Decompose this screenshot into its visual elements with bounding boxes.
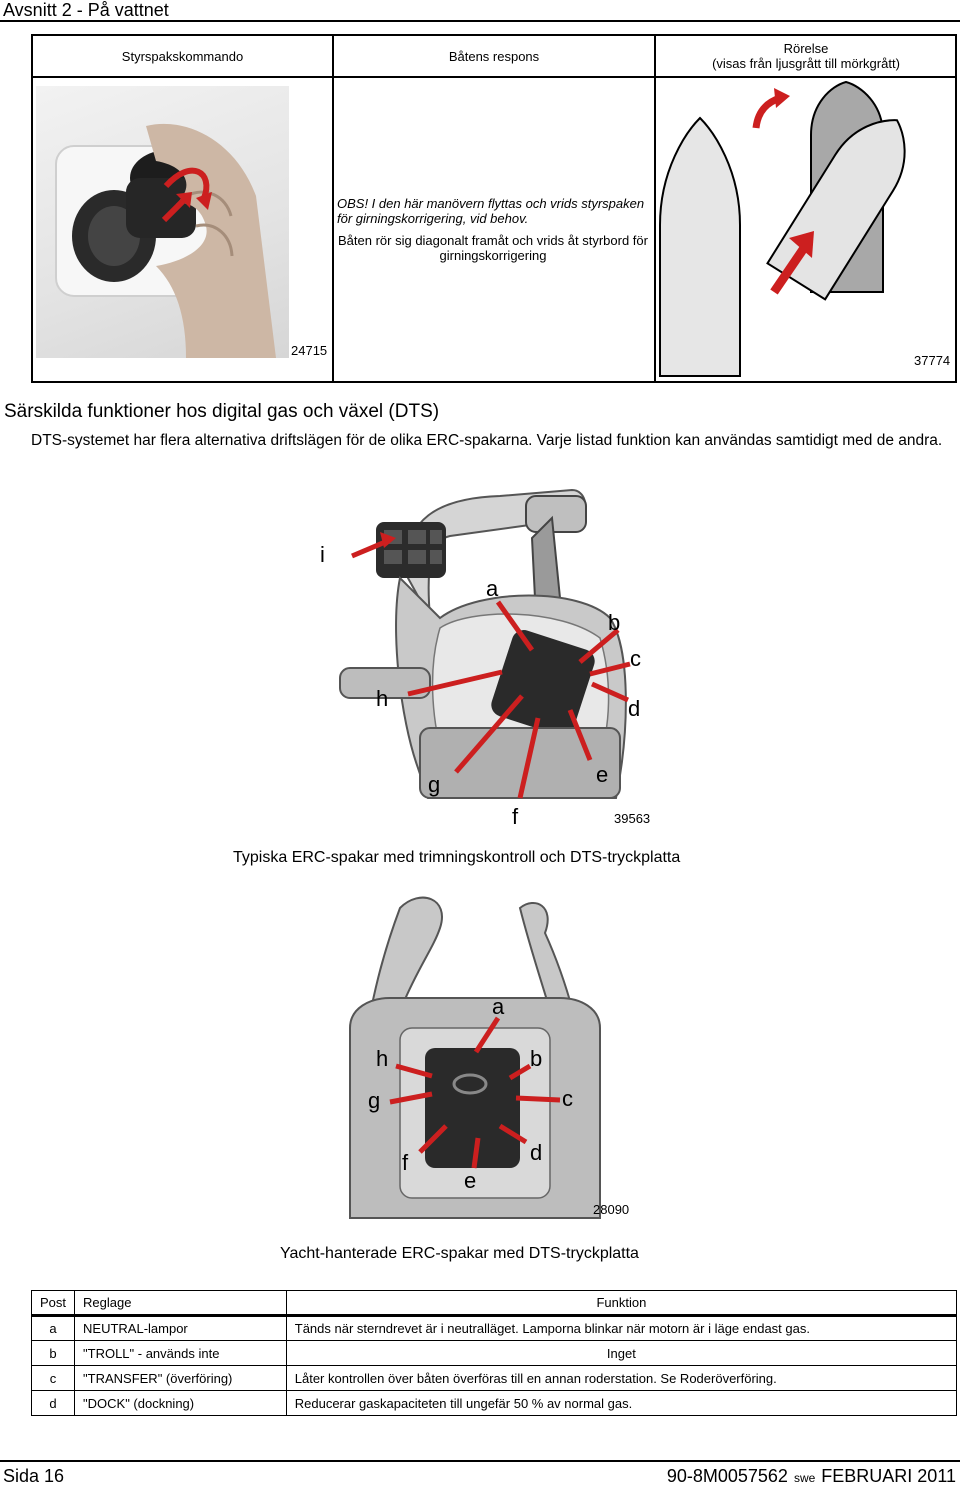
footer-rule bbox=[0, 1460, 960, 1462]
section-heading: Särskilda funktioner hos digital gas och växel (DTS) bbox=[4, 401, 440, 422]
header-motion-line1: Rörelse bbox=[783, 41, 829, 56]
callout-d: d bbox=[530, 1140, 543, 1165]
callout-d: d bbox=[628, 696, 641, 721]
header-control: Reglage bbox=[75, 1291, 287, 1316]
row-function: Tänds när sterndrevet är i neutralläget. Lamporna blinkar när motorn är i läge endast gas. bbox=[286, 1316, 956, 1341]
doc-date: FEBRUARI 2011 bbox=[821, 1466, 956, 1485]
callout-c: c bbox=[562, 1086, 573, 1111]
maneuver-note: OBS! I den här manövern flyttas och vrids styrspaken för girningskorrigering, vid behov. bbox=[337, 196, 645, 226]
doc-number: 90-8M0057562 bbox=[666, 1466, 788, 1485]
header-motion-line2: (visas från ljusgrått till mörkgrått) bbox=[712, 56, 900, 71]
row-function: Reducerar gaskapaciteten till ungefär 50 % av normal gas. bbox=[286, 1391, 956, 1416]
table-row bbox=[32, 1366, 957, 1391]
row-control: "TROLL" - används inte bbox=[75, 1341, 287, 1366]
header-response: Båtens respons bbox=[448, 48, 540, 64]
row-control: "TRANSFER" (överföring) bbox=[75, 1366, 287, 1391]
row-function: Inget bbox=[286, 1341, 956, 1366]
boat-motion-diagram bbox=[656, 80, 956, 380]
callout-h: h bbox=[376, 1046, 389, 1071]
boat-start-shape bbox=[660, 118, 740, 376]
row-post: c bbox=[32, 1366, 75, 1391]
column-divider bbox=[332, 36, 334, 381]
footer-info bbox=[667, 1466, 956, 1485]
header-command: Styrspakskommando bbox=[121, 48, 244, 64]
row-post: b bbox=[32, 1341, 75, 1366]
callout-g: g bbox=[368, 1088, 381, 1113]
callout-b: b bbox=[608, 610, 621, 635]
callout-f: f bbox=[512, 804, 519, 829]
figure1-caption: Typiska ERC-spakar med trimningskontroll och DTS-tryckplatta bbox=[233, 849, 681, 866]
erc-lever-figure bbox=[300, 478, 680, 838]
page-number: Sida 16 bbox=[3, 1466, 65, 1485]
header-function: Funktion bbox=[286, 1291, 956, 1316]
row-control: "DOCK" (dockning) bbox=[75, 1391, 287, 1416]
table-row bbox=[32, 1316, 957, 1341]
table-row bbox=[32, 1391, 957, 1416]
diagram-number: 37774 bbox=[914, 353, 951, 368]
callout-c: c bbox=[630, 646, 641, 671]
section-title: Avsnitt 2 - På vattnet bbox=[3, 0, 169, 20]
callout-e: e bbox=[464, 1168, 477, 1193]
figure1-number: 39563 bbox=[614, 811, 651, 826]
yacht-erc-figure bbox=[330, 888, 620, 1228]
table-row bbox=[32, 1341, 957, 1366]
callout-b: b bbox=[530, 1046, 543, 1071]
callout-g: g bbox=[428, 772, 441, 797]
callout-e: e bbox=[596, 762, 609, 787]
callout-a: a bbox=[486, 576, 499, 601]
header-post: Post bbox=[32, 1291, 75, 1316]
language-code: swe bbox=[793, 1471, 816, 1485]
callout-h: h bbox=[376, 686, 389, 711]
figure2-number: 28090 bbox=[593, 1202, 630, 1217]
callout-i: i bbox=[320, 542, 325, 567]
row-function: Låter kontrollen över båten överföras till en annan roderstation. Se Roderöverföring. bbox=[286, 1366, 956, 1391]
photo-number: 24715 bbox=[291, 343, 328, 358]
maneuver-response: Båten rör sig diagonalt framåt och vrids åt styrbord för girningskorrigering bbox=[338, 233, 648, 263]
section-header bbox=[0, 0, 960, 22]
row-post: d bbox=[32, 1391, 75, 1416]
section-body: DTS-systemet har flera alternativa driftslägen för de olika ERC-spakarna. Varje listad funktion kan användas samtidigt med de andra. bbox=[31, 432, 943, 449]
callout-a: a bbox=[492, 994, 505, 1019]
callout-f: f bbox=[402, 1150, 409, 1175]
row-post: a bbox=[32, 1316, 75, 1341]
joystick-photo bbox=[36, 86, 289, 358]
figure2-caption: Yacht-hanterade ERC-spakar med DTS-tryckplatta bbox=[280, 1245, 639, 1262]
row-control: NEUTRAL-lampor bbox=[75, 1316, 287, 1341]
functions-table bbox=[31, 1290, 957, 1416]
functions-table-header bbox=[32, 1291, 957, 1316]
header-motion bbox=[656, 36, 956, 76]
